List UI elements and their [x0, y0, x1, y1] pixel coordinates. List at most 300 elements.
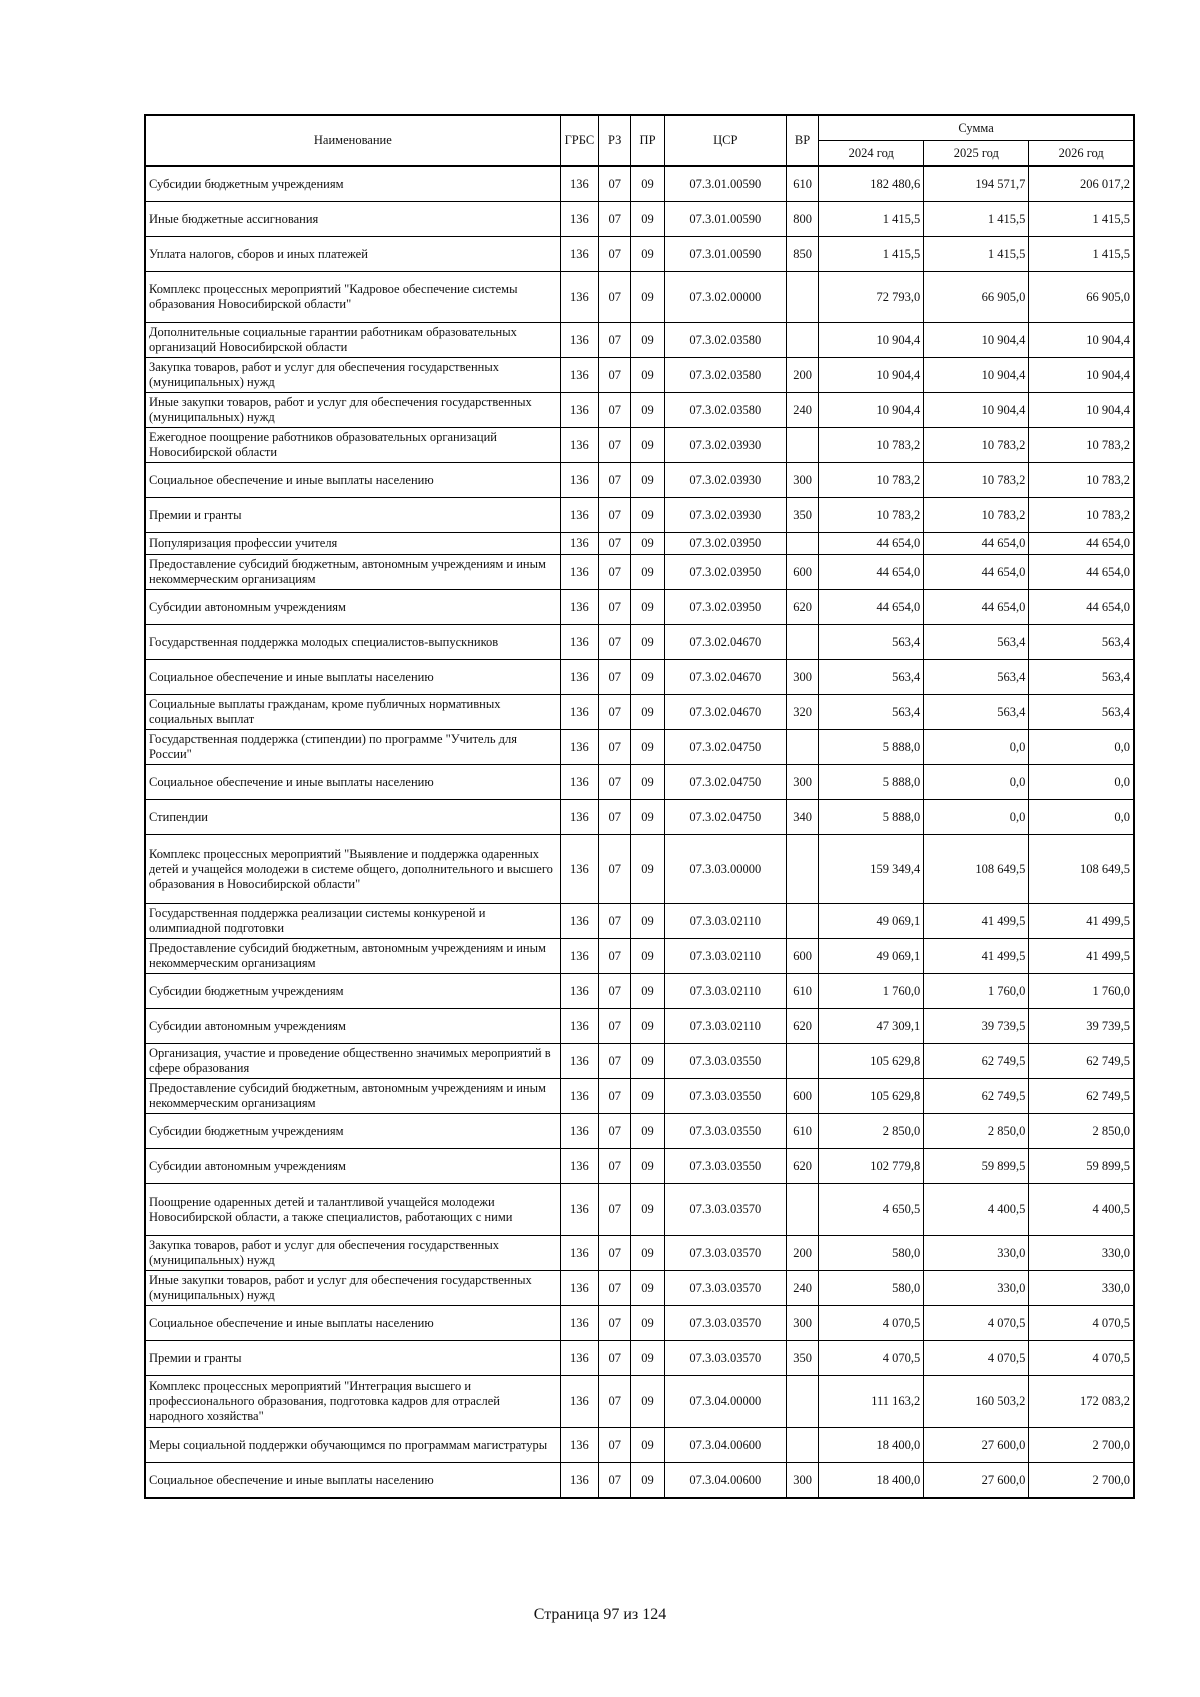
cell-2026: 10 783,2: [1029, 498, 1134, 533]
cell-2026: 59 899,5: [1029, 1149, 1134, 1184]
cell-pr: 09: [631, 765, 664, 800]
header-2024: 2024 год: [819, 141, 924, 167]
cell-grbs: 136: [560, 1079, 598, 1114]
header-rz: РЗ: [599, 115, 631, 166]
table-row: [145, 590, 1134, 625]
cell-name: Государственная поддержка реализации системы конкуреной и олимпиадной подготовки: [145, 904, 560, 939]
cell-2025: 27 600,0: [924, 1428, 1029, 1463]
cell-csr: 07.3.03.02110: [664, 1009, 786, 1044]
cell-2025: 10 904,4: [924, 358, 1029, 393]
cell-pr: 09: [631, 730, 664, 765]
cell-2026: 62 749,5: [1029, 1079, 1134, 1114]
cell-name: Предоставление субсидий бюджетным, автономным учреждениям и иным некоммерческим организациям: [145, 555, 560, 590]
cell-vr: [786, 272, 818, 323]
cell-2026: 2 850,0: [1029, 1114, 1134, 1149]
cell-rz: 07: [599, 1463, 631, 1499]
cell-csr: 07.3.03.02110: [664, 974, 786, 1009]
cell-2025: 59 899,5: [924, 1149, 1029, 1184]
cell-2025: 0,0: [924, 800, 1029, 835]
cell-name: Закупка товаров, работ и услуг для обеспечения государственных (муниципальных) нужд: [145, 1236, 560, 1271]
table-row: [145, 393, 1134, 428]
cell-vr: 240: [786, 1271, 818, 1306]
cell-2026: 108 649,5: [1029, 835, 1134, 904]
cell-rz: 07: [599, 358, 631, 393]
cell-csr: 07.3.03.03570: [664, 1236, 786, 1271]
cell-rz: 07: [599, 1009, 631, 1044]
cell-2026: 10 904,4: [1029, 358, 1134, 393]
cell-2025: 10 783,2: [924, 428, 1029, 463]
cell-grbs: 136: [560, 463, 598, 498]
cell-grbs: 136: [560, 765, 598, 800]
cell-2024: 563,4: [819, 660, 924, 695]
cell-grbs: 136: [560, 1149, 598, 1184]
cell-csr: 07.3.02.04670: [664, 625, 786, 660]
cell-name: Премии и гранты: [145, 498, 560, 533]
cell-2024: 4 070,5: [819, 1341, 924, 1376]
cell-vr: 600: [786, 1079, 818, 1114]
cell-vr: 620: [786, 1149, 818, 1184]
cell-2026: 2 700,0: [1029, 1463, 1134, 1499]
cell-rz: 07: [599, 1428, 631, 1463]
cell-pr: 09: [631, 1149, 664, 1184]
table-row: [145, 555, 1134, 590]
cell-vr: [786, 428, 818, 463]
cell-vr: [786, 533, 818, 555]
cell-pr: 09: [631, 533, 664, 555]
cell-2024: 44 654,0: [819, 590, 924, 625]
table-row: [145, 237, 1134, 272]
cell-2025: 0,0: [924, 765, 1029, 800]
cell-2026: 41 499,5: [1029, 904, 1134, 939]
cell-name: Премии и гранты: [145, 1341, 560, 1376]
cell-rz: 07: [599, 1306, 631, 1341]
cell-pr: 09: [631, 428, 664, 463]
cell-vr: [786, 323, 818, 358]
cell-rz: 07: [599, 1114, 631, 1149]
cell-2025: 41 499,5: [924, 939, 1029, 974]
cell-csr: 07.3.02.03950: [664, 555, 786, 590]
cell-csr: 07.3.02.04750: [664, 730, 786, 765]
cell-vr: [786, 835, 818, 904]
cell-name: Субсидии бюджетным учреждениям: [145, 974, 560, 1009]
cell-grbs: 136: [560, 1428, 598, 1463]
cell-rz: 07: [599, 835, 631, 904]
table-row: [145, 1236, 1134, 1271]
cell-name: Государственная поддержка молодых специалистов-выпускников: [145, 625, 560, 660]
cell-vr: 300: [786, 1463, 818, 1499]
cell-2024: 10 904,4: [819, 393, 924, 428]
cell-pr: 09: [631, 1236, 664, 1271]
cell-2025: 39 739,5: [924, 1009, 1029, 1044]
cell-2024: 1 760,0: [819, 974, 924, 1009]
cell-2025: 41 499,5: [924, 904, 1029, 939]
cell-2026: 1 415,5: [1029, 237, 1134, 272]
table-row: [145, 625, 1134, 660]
cell-2024: 159 349,4: [819, 835, 924, 904]
cell-vr: [786, 904, 818, 939]
cell-pr: 09: [631, 1114, 664, 1149]
cell-2024: 10 904,4: [819, 358, 924, 393]
cell-rz: 07: [599, 1271, 631, 1306]
cell-2024: 105 629,8: [819, 1044, 924, 1079]
cell-rz: 07: [599, 625, 631, 660]
cell-name: Предоставление субсидий бюджетным, автономным учреждениям и иным некоммерческим организациям: [145, 939, 560, 974]
cell-vr: 240: [786, 393, 818, 428]
cell-name: Организация, участие и проведение общественно значимых мероприятий в сфере образования: [145, 1044, 560, 1079]
table-row: [145, 1184, 1134, 1236]
cell-vr: 320: [786, 695, 818, 730]
cell-name: Субсидии автономным учреждениям: [145, 1149, 560, 1184]
cell-pr: 09: [631, 1341, 664, 1376]
table-row: [145, 1376, 1134, 1428]
cell-grbs: 136: [560, 1376, 598, 1428]
cell-csr: 07.3.03.02110: [664, 904, 786, 939]
cell-pr: 09: [631, 974, 664, 1009]
table-row: [145, 358, 1134, 393]
cell-2026: 563,4: [1029, 695, 1134, 730]
cell-grbs: 136: [560, 202, 598, 237]
cell-grbs: 136: [560, 1271, 598, 1306]
cell-2024: 182 480,6: [819, 166, 924, 202]
cell-grbs: 136: [560, 237, 598, 272]
cell-grbs: 136: [560, 1009, 598, 1044]
cell-2024: 5 888,0: [819, 730, 924, 765]
cell-2026: 4 070,5: [1029, 1306, 1134, 1341]
cell-pr: 09: [631, 904, 664, 939]
cell-grbs: 136: [560, 393, 598, 428]
cell-2024: 10 783,2: [819, 498, 924, 533]
cell-pr: 09: [631, 660, 664, 695]
cell-2026: 10 904,4: [1029, 323, 1134, 358]
cell-rz: 07: [599, 1149, 631, 1184]
cell-2025: 2 850,0: [924, 1114, 1029, 1149]
cell-2026: 172 083,2: [1029, 1376, 1134, 1428]
cell-grbs: 136: [560, 974, 598, 1009]
cell-vr: 350: [786, 1341, 818, 1376]
cell-2025: 563,4: [924, 695, 1029, 730]
table-row: [145, 1341, 1134, 1376]
cell-grbs: 136: [560, 1184, 598, 1236]
cell-rz: 07: [599, 428, 631, 463]
cell-grbs: 136: [560, 1114, 598, 1149]
cell-2025: 44 654,0: [924, 590, 1029, 625]
cell-grbs: 136: [560, 555, 598, 590]
cell-pr: 09: [631, 1376, 664, 1428]
cell-grbs: 136: [560, 533, 598, 555]
cell-pr: 09: [631, 1271, 664, 1306]
table-row: [145, 730, 1134, 765]
cell-csr: 07.3.03.03570: [664, 1184, 786, 1236]
cell-2024: 47 309,1: [819, 1009, 924, 1044]
cell-2024: 580,0: [819, 1271, 924, 1306]
cell-2026: 44 654,0: [1029, 555, 1134, 590]
cell-pr: 09: [631, 555, 664, 590]
cell-2026: 66 905,0: [1029, 272, 1134, 323]
table-row: [145, 1149, 1134, 1184]
cell-2024: 111 163,2: [819, 1376, 924, 1428]
cell-2025: 10 904,4: [924, 393, 1029, 428]
cell-grbs: 136: [560, 1463, 598, 1499]
cell-rz: 07: [599, 1184, 631, 1236]
cell-pr: 09: [631, 835, 664, 904]
cell-vr: 300: [786, 765, 818, 800]
cell-2024: 105 629,8: [819, 1079, 924, 1114]
table-row: [145, 939, 1134, 974]
cell-rz: 07: [599, 695, 631, 730]
cell-vr: [786, 625, 818, 660]
cell-2026: 563,4: [1029, 625, 1134, 660]
cell-2026: 0,0: [1029, 800, 1134, 835]
cell-2025: 330,0: [924, 1236, 1029, 1271]
cell-vr: 200: [786, 1236, 818, 1271]
table-row: [145, 463, 1134, 498]
cell-name: Социальное обеспечение и иные выплаты населению: [145, 1463, 560, 1499]
cell-vr: 300: [786, 463, 818, 498]
cell-2025: 0,0: [924, 730, 1029, 765]
header-pr: ПР: [631, 115, 664, 166]
cell-grbs: 136: [560, 498, 598, 533]
table-row: [145, 1044, 1134, 1079]
cell-rz: 07: [599, 974, 631, 1009]
table-row: [145, 1306, 1134, 1341]
cell-name: Комплекс процессных мероприятий "Интеграция высшего и профессионального образования, подготовка кадров для отраслей народного хозяйства": [145, 1376, 560, 1428]
cell-2026: 39 739,5: [1029, 1009, 1134, 1044]
cell-vr: [786, 1376, 818, 1428]
cell-pr: 09: [631, 272, 664, 323]
cell-vr: 610: [786, 974, 818, 1009]
cell-csr: 07.3.03.03550: [664, 1114, 786, 1149]
cell-2024: 49 069,1: [819, 939, 924, 974]
header-2026: 2026 год: [1029, 141, 1134, 167]
cell-rz: 07: [599, 323, 631, 358]
cell-name: Популяризация профессии учителя: [145, 533, 560, 555]
cell-name: Субсидии бюджетным учреждениям: [145, 166, 560, 202]
cell-vr: 300: [786, 1306, 818, 1341]
cell-rz: 07: [599, 904, 631, 939]
cell-2024: 72 793,0: [819, 272, 924, 323]
cell-2024: 10 783,2: [819, 463, 924, 498]
cell-name: Субсидии автономным учреждениям: [145, 590, 560, 625]
cell-rz: 07: [599, 463, 631, 498]
cell-vr: 610: [786, 166, 818, 202]
cell-2026: 4 400,5: [1029, 1184, 1134, 1236]
cell-name: Меры социальной поддержки обучающимся по программам магистратуры: [145, 1428, 560, 1463]
cell-2026: 10 904,4: [1029, 393, 1134, 428]
cell-rz: 07: [599, 800, 631, 835]
cell-name: Поощрение одаренных детей и талантливой учащейся молодежи Новосибирской области, а также специалистов, работающих с ними: [145, 1184, 560, 1236]
cell-name: Закупка товаров, работ и услуг для обеспечения государственных (муниципальных) нужд: [145, 358, 560, 393]
cell-vr: 350: [786, 498, 818, 533]
cell-grbs: 136: [560, 166, 598, 202]
cell-csr: 07.3.03.03570: [664, 1341, 786, 1376]
cell-grbs: 136: [560, 695, 598, 730]
cell-name: Социальное обеспечение и иные выплаты населению: [145, 765, 560, 800]
cell-2026: 330,0: [1029, 1271, 1134, 1306]
cell-name: Субсидии автономным учреждениям: [145, 1009, 560, 1044]
cell-2025: 10 783,2: [924, 498, 1029, 533]
cell-pr: 09: [631, 695, 664, 730]
cell-name: Комплекс процессных мероприятий "Выявление и поддержка одаренных детей и учащейся молодежи в системе общего, дополнительного и высшего образования в Новосибирской области": [145, 835, 560, 904]
table-body: [145, 166, 1134, 1498]
cell-rz: 07: [599, 1044, 631, 1079]
cell-rz: 07: [599, 1079, 631, 1114]
cell-rz: 07: [599, 555, 631, 590]
cell-csr: 07.3.02.03580: [664, 393, 786, 428]
cell-name: Предоставление субсидий бюджетным, автономным учреждениям и иным некоммерческим организациям: [145, 1079, 560, 1114]
cell-2026: 206 017,2: [1029, 166, 1134, 202]
cell-grbs: 136: [560, 323, 598, 358]
cell-name: Социальное обеспечение и иные выплаты населению: [145, 1306, 560, 1341]
cell-2026: 330,0: [1029, 1236, 1134, 1271]
cell-csr: 07.3.01.00590: [664, 202, 786, 237]
cell-2026: 44 654,0: [1029, 590, 1134, 625]
table-row: [145, 498, 1134, 533]
cell-grbs: 136: [560, 730, 598, 765]
cell-2024: 4 070,5: [819, 1306, 924, 1341]
cell-2024: 5 888,0: [819, 765, 924, 800]
cell-grbs: 136: [560, 1341, 598, 1376]
cell-vr: [786, 1428, 818, 1463]
cell-csr: 07.3.02.03580: [664, 358, 786, 393]
cell-2026: 2 700,0: [1029, 1428, 1134, 1463]
cell-pr: 09: [631, 463, 664, 498]
cell-2025: 330,0: [924, 1271, 1029, 1306]
cell-vr: 600: [786, 939, 818, 974]
page-number: Страница 97 из 124: [533, 1606, 667, 1623]
cell-2024: 1 415,5: [819, 237, 924, 272]
table-row: [145, 202, 1134, 237]
cell-csr: 07.3.03.03570: [664, 1306, 786, 1341]
cell-vr: 600: [786, 555, 818, 590]
cell-rz: 07: [599, 765, 631, 800]
cell-pr: 09: [631, 166, 664, 202]
cell-grbs: 136: [560, 1236, 598, 1271]
budget-table: [144, 114, 1135, 1499]
cell-csr: 07.3.01.00590: [664, 166, 786, 202]
cell-2025: 10 783,2: [924, 463, 1029, 498]
cell-rz: 07: [599, 202, 631, 237]
cell-2024: 10 904,4: [819, 323, 924, 358]
table-row: [145, 166, 1134, 202]
cell-pr: 09: [631, 1044, 664, 1079]
cell-2025: 62 749,5: [924, 1079, 1029, 1114]
cell-2026: 10 783,2: [1029, 463, 1134, 498]
cell-rz: 07: [599, 272, 631, 323]
cell-2025: 563,4: [924, 625, 1029, 660]
cell-2025: 194 571,7: [924, 166, 1029, 202]
cell-2025: 563,4: [924, 660, 1029, 695]
cell-name: Дополнительные социальные гарантии работникам образовательных организаций Новосибирской области: [145, 323, 560, 358]
cell-2025: 44 654,0: [924, 555, 1029, 590]
table-row: [145, 323, 1134, 358]
cell-grbs: 136: [560, 272, 598, 323]
cell-rz: 07: [599, 166, 631, 202]
cell-pr: 09: [631, 202, 664, 237]
cell-grbs: 136: [560, 1306, 598, 1341]
cell-csr: 07.3.03.03550: [664, 1044, 786, 1079]
cell-2024: 2 850,0: [819, 1114, 924, 1149]
cell-grbs: 136: [560, 904, 598, 939]
cell-vr: 850: [786, 237, 818, 272]
cell-2025: 1 415,5: [924, 202, 1029, 237]
cell-name: Ежегодное поощрение работников образовательных организаций Новосибирской области: [145, 428, 560, 463]
header-sum: Сумма: [819, 115, 1134, 141]
cell-2025: 4 070,5: [924, 1341, 1029, 1376]
cell-rz: 07: [599, 660, 631, 695]
table-row: [145, 695, 1134, 730]
table-row: [145, 1009, 1134, 1044]
cell-rz: 07: [599, 1341, 631, 1376]
cell-2025: 108 649,5: [924, 835, 1029, 904]
cell-2024: 580,0: [819, 1236, 924, 1271]
cell-pr: 09: [631, 590, 664, 625]
cell-name: Социальное обеспечение и иные выплаты населению: [145, 660, 560, 695]
cell-rz: 07: [599, 533, 631, 555]
cell-name: Субсидии бюджетным учреждениям: [145, 1114, 560, 1149]
cell-2024: 5 888,0: [819, 800, 924, 835]
cell-2026: 1 415,5: [1029, 202, 1134, 237]
cell-grbs: 136: [560, 1044, 598, 1079]
cell-name: Стипендии: [145, 800, 560, 835]
cell-pr: 09: [631, 498, 664, 533]
cell-2024: 4 650,5: [819, 1184, 924, 1236]
cell-vr: 800: [786, 202, 818, 237]
cell-name: Социальные выплаты гражданам, кроме публичных нормативных социальных выплат: [145, 695, 560, 730]
cell-grbs: 136: [560, 625, 598, 660]
cell-2024: 44 654,0: [819, 533, 924, 555]
cell-rz: 07: [599, 1236, 631, 1271]
cell-2025: 44 654,0: [924, 533, 1029, 555]
cell-2025: 27 600,0: [924, 1463, 1029, 1499]
cell-2024: 563,4: [819, 625, 924, 660]
table-row: [145, 800, 1134, 835]
cell-grbs: 136: [560, 358, 598, 393]
cell-2024: 102 779,8: [819, 1149, 924, 1184]
cell-2025: 62 749,5: [924, 1044, 1029, 1079]
cell-vr: [786, 1044, 818, 1079]
cell-rz: 07: [599, 393, 631, 428]
cell-pr: 09: [631, 1079, 664, 1114]
table-row: [145, 974, 1134, 1009]
cell-2024: 10 783,2: [819, 428, 924, 463]
cell-pr: 09: [631, 358, 664, 393]
cell-pr: 09: [631, 800, 664, 835]
cell-grbs: 136: [560, 800, 598, 835]
cell-grbs: 136: [560, 939, 598, 974]
cell-csr: 07.3.02.04670: [664, 695, 786, 730]
cell-vr: 620: [786, 590, 818, 625]
cell-name: Уплата налогов, сборов и иных платежей: [145, 237, 560, 272]
cell-2024: 563,4: [819, 695, 924, 730]
cell-name: Комплекс процессных мероприятий "Кадровое обеспечение системы образования Новосибирской области": [145, 272, 560, 323]
cell-2025: 66 905,0: [924, 272, 1029, 323]
header-name: Наименование: [145, 115, 560, 166]
cell-name: Социальное обеспечение и иные выплаты населению: [145, 463, 560, 498]
cell-2026: 1 760,0: [1029, 974, 1134, 1009]
table-row: [145, 272, 1134, 323]
cell-pr: 09: [631, 625, 664, 660]
cell-csr: 07.3.01.00590: [664, 237, 786, 272]
table-row: [145, 533, 1134, 555]
cell-2026: 4 070,5: [1029, 1341, 1134, 1376]
cell-pr: 09: [631, 393, 664, 428]
cell-csr: 07.3.03.02110: [664, 939, 786, 974]
cell-rz: 07: [599, 498, 631, 533]
cell-vr: 610: [786, 1114, 818, 1149]
cell-pr: 09: [631, 1184, 664, 1236]
cell-2025: 1 760,0: [924, 974, 1029, 1009]
table-row: [145, 835, 1134, 904]
